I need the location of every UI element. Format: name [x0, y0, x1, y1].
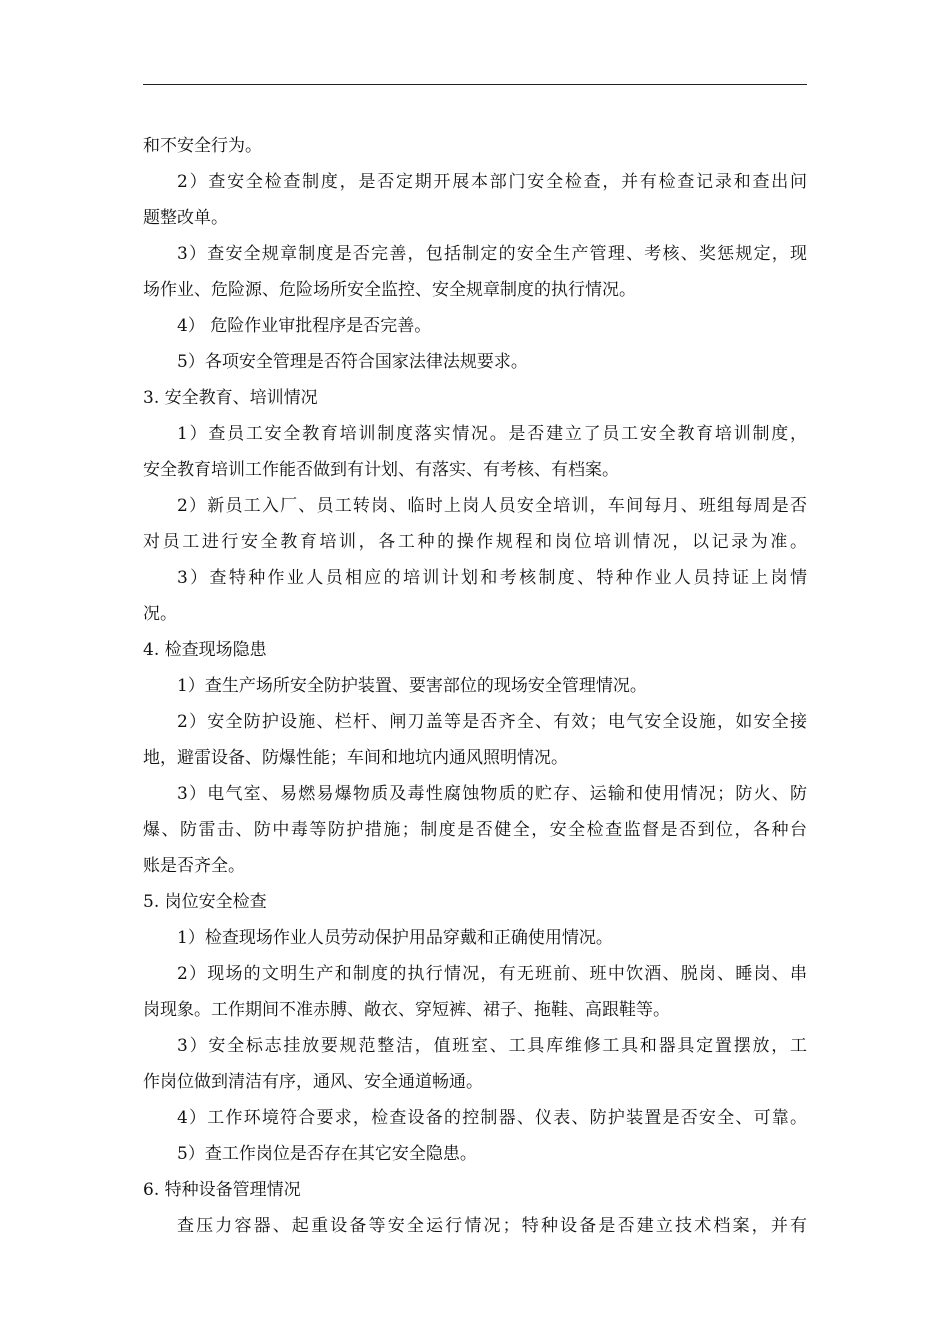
section-heading-3: 3. 安全教育、培训情况 [143, 388, 318, 408]
text-line-23: 1）检查现场作业人员劳动保护用品穿戴和正确使用情况。 [177, 928, 613, 948]
text-line-14: 况。 [143, 604, 177, 624]
text-line-1: 和不安全行为。 [143, 136, 262, 156]
text-line-6: 4） 危险作业审批程序是否完善。 [177, 316, 432, 336]
section-heading-5: 5. 岗位安全检查 [143, 892, 267, 912]
text-line-12: 对员工进行安全教育培训，各工种的操作规程和岗位培训情况，以记录为准。 [143, 532, 807, 552]
text-line-9: 1）查员工安全教育培训制度落实情况。是否建立了员工安全教育培训制度， [177, 424, 807, 444]
text-line-29: 5）查工作岗位是否存在其它安全隐患。 [177, 1144, 477, 1164]
section-heading-4: 4. 检查现场隐患 [143, 640, 267, 660]
text-line-18: 地，避雷设备、防爆性能；车间和地坑内通风照明情况。 [143, 748, 568, 768]
text-line-26: 3）安全标志挂放要规范整洁，值班室、工具库维修工具和器具定置摆放，工 [177, 1036, 807, 1056]
text-line-19: 3）电气室、易燃易爆物质及毒性腐蚀物质的贮存、运输和使用情况；防火、防 [177, 784, 807, 804]
text-line-2: 2）查安全检查制度，是否定期开展本部门安全检查，并有检查记录和查出问 [177, 172, 807, 192]
text-line-16: 1）查生产场所安全防护装置、要害部位的现场安全管理情况。 [177, 676, 647, 696]
text-line-24: 2）现场的文明生产和制度的执行情况，有无班前、班中饮酒、脱岗、睡岗、串 [177, 964, 807, 984]
text-line-27: 作岗位做到清洁有序，通风、安全通道畅通。 [143, 1072, 483, 1092]
section-heading-6: 6. 特种设备管理情况 [143, 1180, 301, 1200]
text-line-3: 题整改单。 [143, 208, 228, 228]
text-line-5: 场作业、危险源、危险场所安全监控、安全规章制度的执行情况。 [143, 280, 636, 300]
text-line-28: 4）工作环境符合要求，检查设备的控制器、仪表、防护装置是否安全、可靠。 [177, 1108, 807, 1128]
document-body [143, 128, 807, 1244]
text-line-21: 账是否齐全。 [143, 856, 245, 876]
header-rule [143, 84, 807, 85]
text-line-10: 安全教育培训工作能否做到有计划、有落实、有考核、有档案。 [143, 460, 619, 480]
text-line-25: 岗现象。工作期间不准赤膊、敞衣、穿短裤、裙子、拖鞋、高跟鞋等。 [143, 1000, 670, 1020]
text-line-17: 2）安全防护设施、栏杆、闸刀盖等是否齐全、有效；电气安全设施，如安全接 [177, 712, 807, 732]
text-line-20: 爆、防雷击、防中毒等防护措施；制度是否健全，安全检查监督是否到位，各种台 [143, 820, 807, 840]
text-line-11: 2）新员工入厂、员工转岗、临时上岗人员安全培训，车间每月、班组每周是否 [177, 496, 807, 516]
text-line-4: 3）查安全规章制度是否完善，包括制定的安全生产管理、考核、奖惩规定，现 [177, 244, 807, 264]
text-line-13: 3）查特种作业人员相应的培训计划和考核制度、特种作业人员持证上岗情 [177, 568, 807, 588]
text-line-7: 5）各项安全管理是否符合国家法律法规要求。 [177, 352, 528, 372]
text-line-31: 查压力容器、起重设备等安全运行情况；特种设备是否建立技术档案，并有 [177, 1216, 807, 1236]
